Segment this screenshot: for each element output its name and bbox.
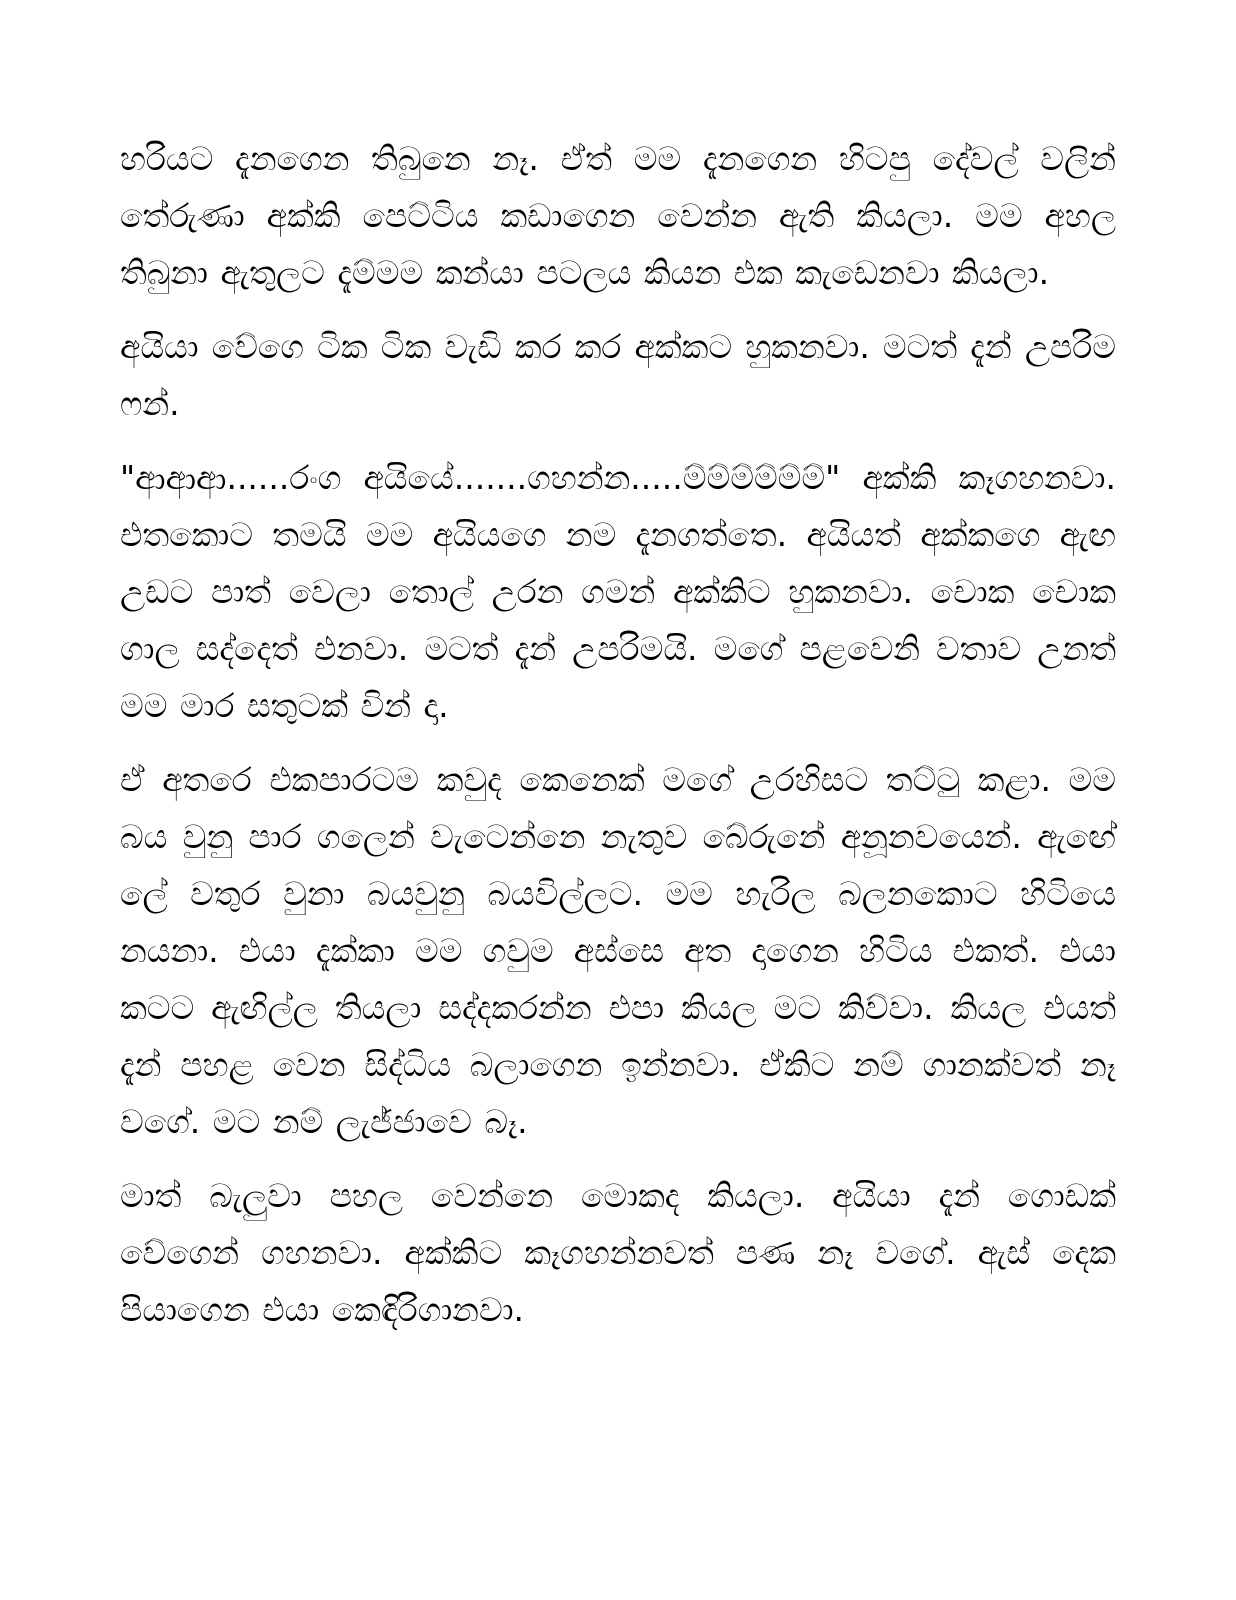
- paragraph-3: "ආආආ......රංග අයියේ.......ගහන්න.....ම්ම්ම්ම්ම්ම්" අක්කි කෑගහනවා. එතකොට තමයි මම අයියගෙ නම දැනගත්තෙ. අයියත් අක්කගෙ ඇඟ උඩට පාත් වෙලා තොල් උරන ගමන් අක්කිට හුකනවා. චොක චොක ගාල සද්දෙත් එනවා. මටත් දැන් උපරිමයි. මගේ පළවෙනි වතාව උනත් මම මාර සතුටක් වින් දා.: [120, 458, 1116, 725]
- paragraph-4: ඒ අතරෙ එකපාරටම කවුද කෙනෙක් මගේ උරහිසට තට්ටු කළා. මම බය වුනු පාර ගලෙන් වැටෙන්නෙ නැතුව බේරුනේ අනූනවයෙන්. ඇඟේ ලේ වතුර වුනා බයවුනු බයවිල්ලට. මම හැරිල බලනකොට හිටියෙ නයනා. එයා දැක්කා මම ගවුම අස්සෙ අත දාගෙන හිටිය එකත්. එයා කටට ඇඟිල්ල තියලා සද්දකරන්න එපා කියල මට කිව්වා. කියල එයත් දැන් පහළ වෙන සිද්ධිය බලාගෙන ඉන්නවා. ඒකිට නම් ගානක්වත් නෑ වගේ. මට නම් ලැජ්ජාවෙ බෑ.: [120, 760, 1116, 1141]
- paragraph-2: අයියා වේගෙ ටික ටික වැඩි කර කර අක්කට හුකනවා. මටත් දැන් උපරිම ෆන්.: [120, 327, 1116, 423]
- paragraph-1: හරියට දැනගෙන තිබුනෙ නෑ. ඒත් මම දැනගෙන හිටපු දේවල් වලින් තේරුණා අක්කි පෙට්ටිය කඩාගෙන වෙන්න ඇති කියලා. මම අහල තිබුනා ඇතුලට දැම්මම කන්යා පටලය කියන එක කැඩෙනවා කියලා.: [120, 139, 1116, 292]
- paragraph-5: මාත් බැලුවා පහල වෙන්නෙ මොකද කියලා. අයියා දැන් ගොඩක් වේගෙන් ගහනවා. අක්කිට කෑගහන්නවත් පණ නෑ වගේ. ඇස් දෙක පියාගෙන එයා කෙඳිරිගානවා.: [120, 1176, 1116, 1329]
